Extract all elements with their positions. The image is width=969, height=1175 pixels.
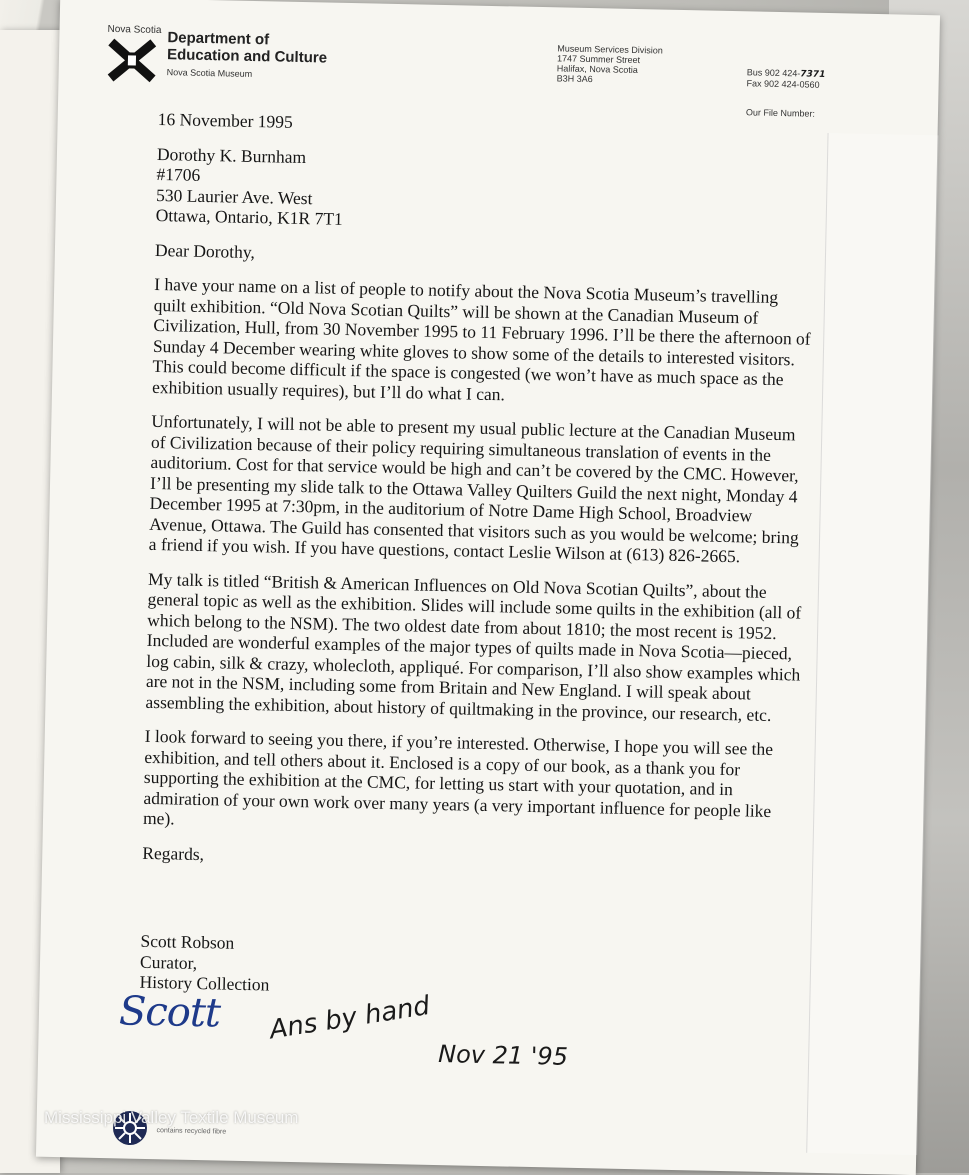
closing: Regards, (142, 842, 205, 864)
nova-scotia-flag-icon (106, 38, 157, 83)
signer-block: Scott Robson Curator, History Collection (139, 930, 270, 995)
museum-name: Nova Scotia Museum (166, 67, 253, 79)
handwritten-date-note: Nov 21 '95 (437, 1040, 569, 1071)
paragraph: I look forward to seeing you there, if you’re interested. Otherwise, I hope you will see the exhibition, and tell others about it. Enclosed is a copy of our book, as a thank you for supporting the exhibition at the CMC, for letting us start with your quotation, and in admiration of your own work over many years (a very important influence for people like me). (142, 725, 774, 829)
letterhead (106, 24, 907, 121)
watermark: Mississippi Valley Textile Museum (44, 1108, 299, 1127)
province-label: Nova Scotia (107, 23, 162, 37)
tape-strip (806, 133, 938, 1155)
letter-page (36, 0, 940, 1175)
letter-body (139, 109, 817, 1006)
letter-date: 16 November 1995 (157, 108, 294, 132)
recipient-address: Dorothy K. Burnham #1706 530 Laurier Ave. West Ottawa, Ontario, K1R 7T1 (155, 143, 343, 229)
museum-address: Museum Services Division 1747 Summer Street Halifax, Nova Scotia B3H 3A6 (556, 43, 663, 85)
paragraph: My talk is titled “British & American Influences on Old Nova Scotian Quilts”, about the general topic as well as the exhibition. Slides will include some quilts in the exhibition (all of which belong to the NSM). The two oldest date from about 1810; the most recent is 1952. Included are wonderful examples of the major types of quilts made in Nova Scotia—pieced, log cabin, silk & crazy, wholecloth, appliqué. For comparison, I’ll also show examples which are not in the NSM, including some from Britain and New England. I will speak about assembling the exhibition, about history of quiltmaking in the province, our research, etc. (145, 568, 802, 725)
paragraph: I have your name on a list of people to notify about the Nova Scotia Museum’s travelling quilt exhibition. “Old Nova Scotian Quilts” will be shown at the Canadian Museum of Civilization, Hull, from 30 November 1995 to 11 February 1996. I’ll be there the afternoon of Sunday 4 December wearing white gloves to show some of the details to interested visitors. This could become difficult if the space is congested (we won’t have as much space as the exhibition usually requires), but I’ll do what I can. (151, 273, 811, 404)
recycled-note: contains recycled fibre (156, 1127, 227, 1136)
department-name: Department of Education and Culture (166, 29, 328, 67)
paragraph: Unfortunately, I will not be able to present my usual public lecture at the Canadian Museum of Civilization because of their policy requiring simultaneous translation of events in the auditorium. Cost for that service would be high and can’t be covered by the CMC. However, I’ll be presenting my slide talk to the Ottawa Valley Quilters Guild the next night, Monday 4 December 1995 at 7:30pm, in the auditorium of Notre Dame High School, Broadview Avenue, Ottawa. The Guild has consented that visitors such as you would be welcome; bring a friend if you wish. If you have questions, contact Leslie Wilson at (613) 826-2665. (148, 410, 799, 567)
file-number-label: Our File Number: (745, 107, 816, 119)
handwritten-signature: Scott (118, 988, 221, 1037)
handwritten-note: Ans by hand (267, 991, 432, 1046)
salutation: Dear Dorothy, (154, 239, 256, 262)
phone-numbers: Bus 902 424-7371 Fax 902 424-0560 (746, 67, 826, 90)
